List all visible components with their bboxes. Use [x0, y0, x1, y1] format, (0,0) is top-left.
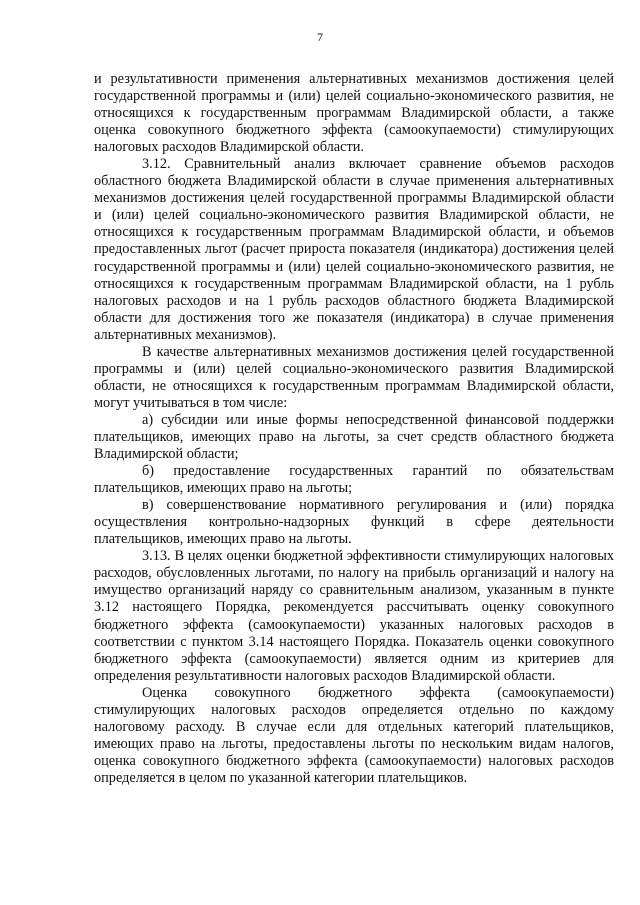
paragraph-continuation: и результативности применения альтернативных механизмов достижения целей государственной программы и (или) целей социально-экономического развития, не относящихся к государственным программам Владимирской области, а также оценка совокупного бюджетного эффекта (самоокупаемости) стимулирующих налоговых расходов Владимирской области. — [94, 71, 614, 156]
list-item-a: а) субсидии или иные формы непосредственной финансовой поддержки плательщиков, имеющих право на льготы, за счет средств областного бюджета Владимирской области; — [94, 411, 614, 463]
document-body — [94, 71, 614, 787]
list-item-c: в) совершенствование нормативного регулирования и (или) порядка осуществления контрольно-надзорных функций в сфере деятельности плательщиков, имеющих право на льготы. — [94, 497, 614, 548]
paragraph-alternative-mechanisms: В качестве альтернативных механизмов достижения целей государственной программы и (или) целей социально-экономического развития Владимирской области, не относящихся к государственным программам Владимирской области, могут учитываться в том числе: — [94, 343, 614, 411]
paragraph-assessment: Оценка совокупного бюджетного эффекта (самоокупаемости) стимулирующих налоговых расходов определяется отдельно по каждому налоговому расходу. В случае если для отдельных категорий плательщиков, имеющих право на льготы, предоставлены льготы по нескольким видам налогов, оценка совокупного бюджетного эффекта (самоокупаемости) налоговых расходов определяется в целом по указанной категории плательщиков. — [94, 684, 614, 786]
page-number: 7 — [317, 30, 323, 44]
list-item-b: б) предоставление государственных гарантий по обязательствам плательщиков, имеющих право на льготы; — [94, 463, 614, 497]
paragraph-3-12: 3.12. Сравнительный анализ включает сравнение объемов расходов областного бюджета Владимирской области в случае применения альтернативных механизмов достижения целей государственной программы Владимирской области и (или) целей социально-экономического развития Владимирской области, не относящихся к государственным программам Владимирской области, и объемов предоставленных льгот (расчет прироста показателя (индикатора) достижения целей государственной программы и (или) целей социально-экономического развития, не относящихся к государственным программам Владимирской области, на 1 рубль налоговых расходов и на 1 рубль расходов областного бюджета Владимирской области для достижения того же показателя (индикатора) в случае применения альтернативных механизмов). — [94, 156, 614, 343]
paragraph-3-13: 3.13. В целях оценки бюджетной эффективности стимулирующих налоговых расходов, обусловленных льготами, по налогу на прибыль организаций и налогу на имущество организаций наряду со сравнительным анализом, указанным в пункте 3.12 настоящего Порядка, рекомендуется рассчитывать оценку совокупного бюджетного эффекта (самоокупаемости) указанных налоговых расходов в соответствии с пунктом 3.14 настоящего Порядка. Показатель оценки совокупного бюджетного эффекта (самоокупаемости) является одним из критериев для определения результативности налоговых расходов Владимирской области. — [94, 548, 614, 684]
